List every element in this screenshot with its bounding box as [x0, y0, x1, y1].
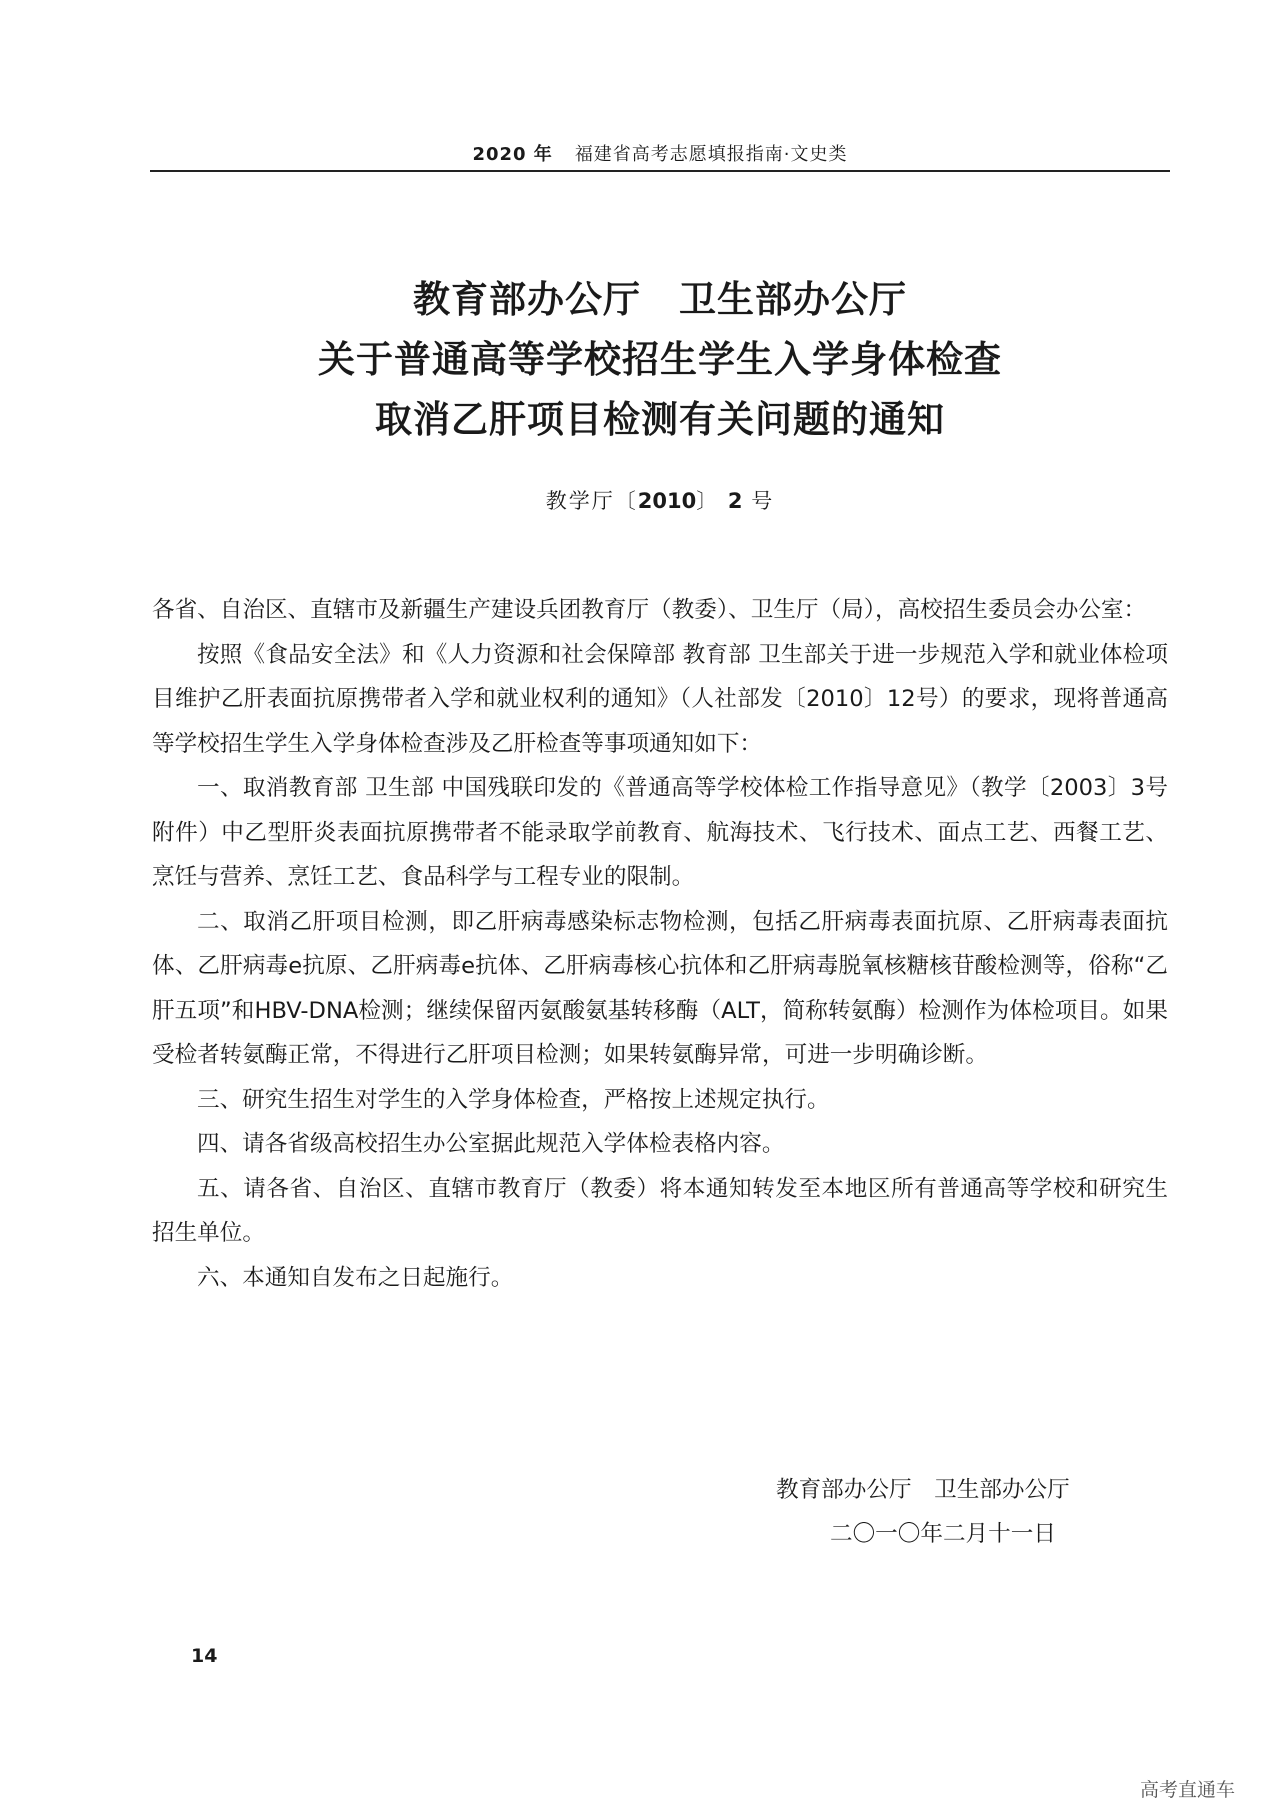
doc-number-year: 2010 [637, 489, 697, 513]
signature-block [700, 1468, 1160, 1556]
running-header-year: 2020 年 [472, 144, 553, 165]
body-paragraph-2: 一、取消教育部 卫生部 中国残联印发的《普通高等学校体检工作指导意见》（教学〔2003〕3号附件）中乙型肝炎表面抗原携带者不能录取学前教育、航海技术、飞行技术、面点工艺、西餐工艺、烹饪与营养、烹饪工艺、食品科学与工程专业的限制。 [152, 775, 1168, 890]
doc-number-num: 2 [727, 489, 743, 513]
addressee-paragraph: 各省、自治区、直辖市及新疆生产建设兵团教育厅（教委）、卫生厅（局），高校招生委员会办公室： [152, 597, 1147, 623]
doc-number-tail: 号 [751, 489, 775, 513]
watermark: 高考直通车 [1140, 1779, 1236, 1801]
body-paragraph-5: 四、请各省级高校招生办公室据此规范入学体检表格内容。 [197, 1131, 785, 1157]
body-paragraph-1: 按照《食品安全法》和《人力资源和社会保障部 教育部 卫生部关于进一步规范入学和就业体检项目维护乙肝表面抗原携带者入学和就业权利的通知》（人社部发〔2010〕12号）的要求，现将普通高等学校招生学生入学身体检查涉及乙肝检查等事项通知如下： [152, 641, 1168, 757]
page-number: 14 [191, 1645, 218, 1667]
document-body [152, 588, 1168, 1300]
doc-number-suffix: 〕 [696, 489, 720, 513]
title-line-2: 关于普通高等学校招生学生入学身体检查 [318, 338, 1002, 381]
signature-org: 教育部办公厅 卫生部办公厅 [776, 1477, 1070, 1503]
document-number [150, 485, 1170, 515]
signature-date: 二〇一〇年二月十一日 [830, 1521, 1056, 1547]
body-paragraph-4: 三、研究生招生对学生的入学身体检查，严格按上述规定执行。 [197, 1086, 830, 1113]
body-paragraph-3: 二、取消乙肝项目检测，即乙肝病毒感染标志物检测，包括乙肝病毒表面抗原、乙肝病毒表面抗体、乙肝病毒e抗原、乙肝病毒e抗体、乙肝病毒核心抗体和乙肝病毒脱氧核糖核苷酸检测等，俗称“乙肝五项”和HBV-DNA检测；继续保留丙氨酸氨基转移酶（ALT，简称转氨酶）检测作为体检项目。如果受检者转氨酶正常，不得进行乙肝项目检测；如果转氨酶异常，可进一步明确诊断。 [152, 908, 1168, 1068]
title-line-3: 取消乙肝项目检测有关问题的通知 [375, 398, 945, 441]
doc-number-prefix: 教学厅〔 [545, 489, 638, 513]
body-paragraph-7: 六、本通知自发布之日起施行。 [197, 1264, 514, 1291]
running-header-title: 福建省高考志愿填报指南·文史类 [574, 144, 848, 165]
title-line-1: 教育部办公厅 卫生部办公厅 [413, 278, 907, 321]
header-divider [150, 170, 1170, 172]
running-header [150, 140, 1170, 166]
document-title [150, 270, 1170, 450]
body-paragraph-6: 五、请各省、自治区、直辖市教育厅（教委）将本通知转发至本地区所有普通高等学校和研究生招生单位。 [152, 1175, 1168, 1246]
